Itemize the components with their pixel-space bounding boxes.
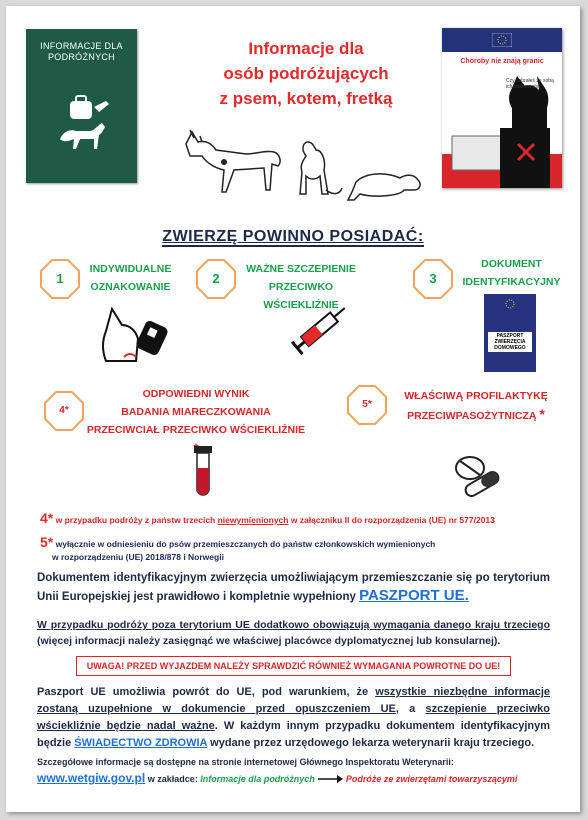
req5-star: * [539, 406, 545, 422]
poster-text: Czy zabrałeś ze sobą ich dokumenty? [506, 78, 554, 90]
req4-line3: PRZECIWCIAŁ PRZECIWKO WŚCIEKLIŹNIE [86, 424, 306, 436]
leaflet-title [181, 36, 431, 111]
p3-underlined-2: szczepienie przeciwko wściekliźnie będzie nadal ważne [37, 703, 550, 732]
title-line-3: z psem, kotem, fretką [219, 89, 393, 108]
paragraph-outside-eu [37, 617, 550, 649]
poster-caption: Choroby nie znają granic [460, 58, 544, 65]
eu-stars-icon [502, 298, 518, 310]
website-line [37, 770, 557, 788]
return-warning-box: UWAGA! PRZED WYJAZDEM NALEŻY SPRAWDZIĆ RÓWNIEŻ WYMAGANIA POWROTNE DO UE! [76, 656, 511, 676]
requirement-1-label [78, 260, 183, 296]
paragraph-id-document [37, 570, 550, 606]
footnote-5 [40, 536, 546, 564]
footnote-5-text-b: w rozporządzeniu (UE) 2018/878 i Norwegii [52, 552, 224, 562]
luggage-dog-icon [26, 79, 137, 179]
requirement-5-label [391, 387, 561, 425]
travel-info-booklet [26, 29, 137, 183]
req5-line2: PRZECIWPASOŻYTNICZĄ [407, 410, 537, 422]
passport-label-1: PASZPORT [496, 333, 524, 339]
paragraph-return [37, 684, 550, 752]
eu-passport-image [484, 294, 536, 372]
eu-poster-header [442, 28, 562, 52]
tab-green: Informacje dla podróżnych [200, 774, 315, 784]
tab-label: w zakładce: [147, 774, 198, 784]
health-certificate-link[interactable]: ŚWIADECTWO ZDROWIA [74, 737, 208, 749]
p3-a: Paszport UE umożliwia powrót do UE, pod warunkiem, że [37, 686, 376, 698]
title-line-2: osób podróżujących [223, 64, 389, 83]
req1-line2: OZNAKOWANIE [90, 281, 171, 293]
website-link[interactable]: www.wetgiw.gov.pl [37, 771, 146, 785]
leaflet-page [6, 6, 580, 812]
requirement-1-badge [40, 259, 80, 299]
req4-line1: ODPOWIEDNI WYNIK [142, 388, 250, 400]
footnote-4-marker: 4* [40, 510, 54, 526]
footnote-5-text-a: wyłącznie w odniesieniu do psów przemieszczanych do państw członkowskich wymienionych [55, 539, 436, 549]
req2-line2: PRZECIWKO WŚCIEKLIŹNIE [263, 281, 339, 311]
req5-line1: WŁAŚCIWĄ PROFILAKTYKĘ [404, 390, 548, 402]
passport-label-2: ZWIERZĘCIA [494, 339, 526, 345]
req4-line2: BADANIA MIARECZKOWANIA [121, 406, 271, 418]
p2-text: (więcej informacji należy zasięgnąć we właściwej placówce dyplomatycznej lub konsularnej). [37, 635, 501, 647]
footnote-4-text-b: w załączniku II do rozporządzenia (UE) nr 577/2013 [288, 515, 495, 525]
booklet-title-2: PODRÓŻNYCH [47, 52, 115, 62]
p3-d: wydane przez urzędowego lekarza weterynarii kraju trzeciego. [207, 737, 535, 749]
details-line: Szczegółowe informacje są dostępne na stronie internetowej Głównego Inspektoratu Weterynarii: [37, 757, 454, 767]
booklet-title: INFORMACJE DLA [40, 41, 123, 51]
footnote-5-marker: 5* [40, 534, 54, 550]
p2-underlined: W przypadku podróży poza terytorium UE dodatkowo obowiązują wymagania danego kraju trzeciego [37, 619, 550, 631]
heading-text: ZWIERZĘ POWINNO POSIADAĆ: [162, 228, 424, 245]
microchip-scanner-icon [96, 301, 176, 371]
eu-flag-icon [492, 33, 512, 47]
title-line-1: Informacje dla [248, 39, 364, 58]
requirement-number: 2 [212, 271, 220, 286]
passport-label [488, 332, 532, 352]
footnote-4-text-a: w przypadku podróży z państw trzecich [55, 515, 218, 525]
requirement-number: 5* [362, 399, 372, 410]
tab-red: Podróże ze zwierzętami towarzyszącymi [345, 774, 518, 784]
requirement-3-badge [413, 259, 453, 299]
req3-line2: IDENTYFIKACYJNY [462, 276, 561, 288]
passport-ue-link[interactable]: PASZPORT UE. [359, 587, 469, 604]
requirement-number: 4* [59, 405, 69, 416]
req2-line1: WAŻNE SZCZEPIENIE [246, 263, 356, 275]
req1-line1: INDYWIDUALNE [89, 263, 172, 275]
p1-text: Dokumentem identyfikacyjnym zwierzęcia umożliwiającym przemieszczanie się po terytorium Unii Europejskiej jest prawidłowo i kompletnie wypełniony [37, 572, 550, 603]
arrow-right-icon [317, 772, 343, 788]
eu-poster-image [442, 28, 562, 188]
requirement-3-label [454, 255, 569, 291]
requirement-5-badge [347, 385, 387, 425]
requirement-4-badge [44, 391, 84, 431]
p3-c: . W każdym innym przypadku dokumentem identyfikacyjnym będzie [37, 720, 550, 749]
syringe-icon [286, 298, 356, 358]
footnote-4 [40, 512, 560, 527]
p3-underlined-1: wszystkie niezbędne informacje zostaną uzupełnione w dokumencie przed opuszczeniem UE [37, 686, 550, 715]
test-tube-icon [188, 446, 218, 500]
footnote-4-underlined: niewymienionych [217, 515, 289, 525]
pills-icon [442, 442, 512, 502]
requirement-number: 3 [429, 271, 437, 286]
requirements-heading [6, 228, 580, 246]
p3-b: , a [395, 703, 426, 715]
passport-label-3: DOMOWEGO [494, 345, 526, 351]
dog-cat-ferret-illustration [176, 116, 436, 216]
req3-line1: DOKUMENT [481, 258, 542, 270]
requirement-2-badge [196, 259, 236, 299]
requirement-number: 1 [56, 271, 64, 286]
